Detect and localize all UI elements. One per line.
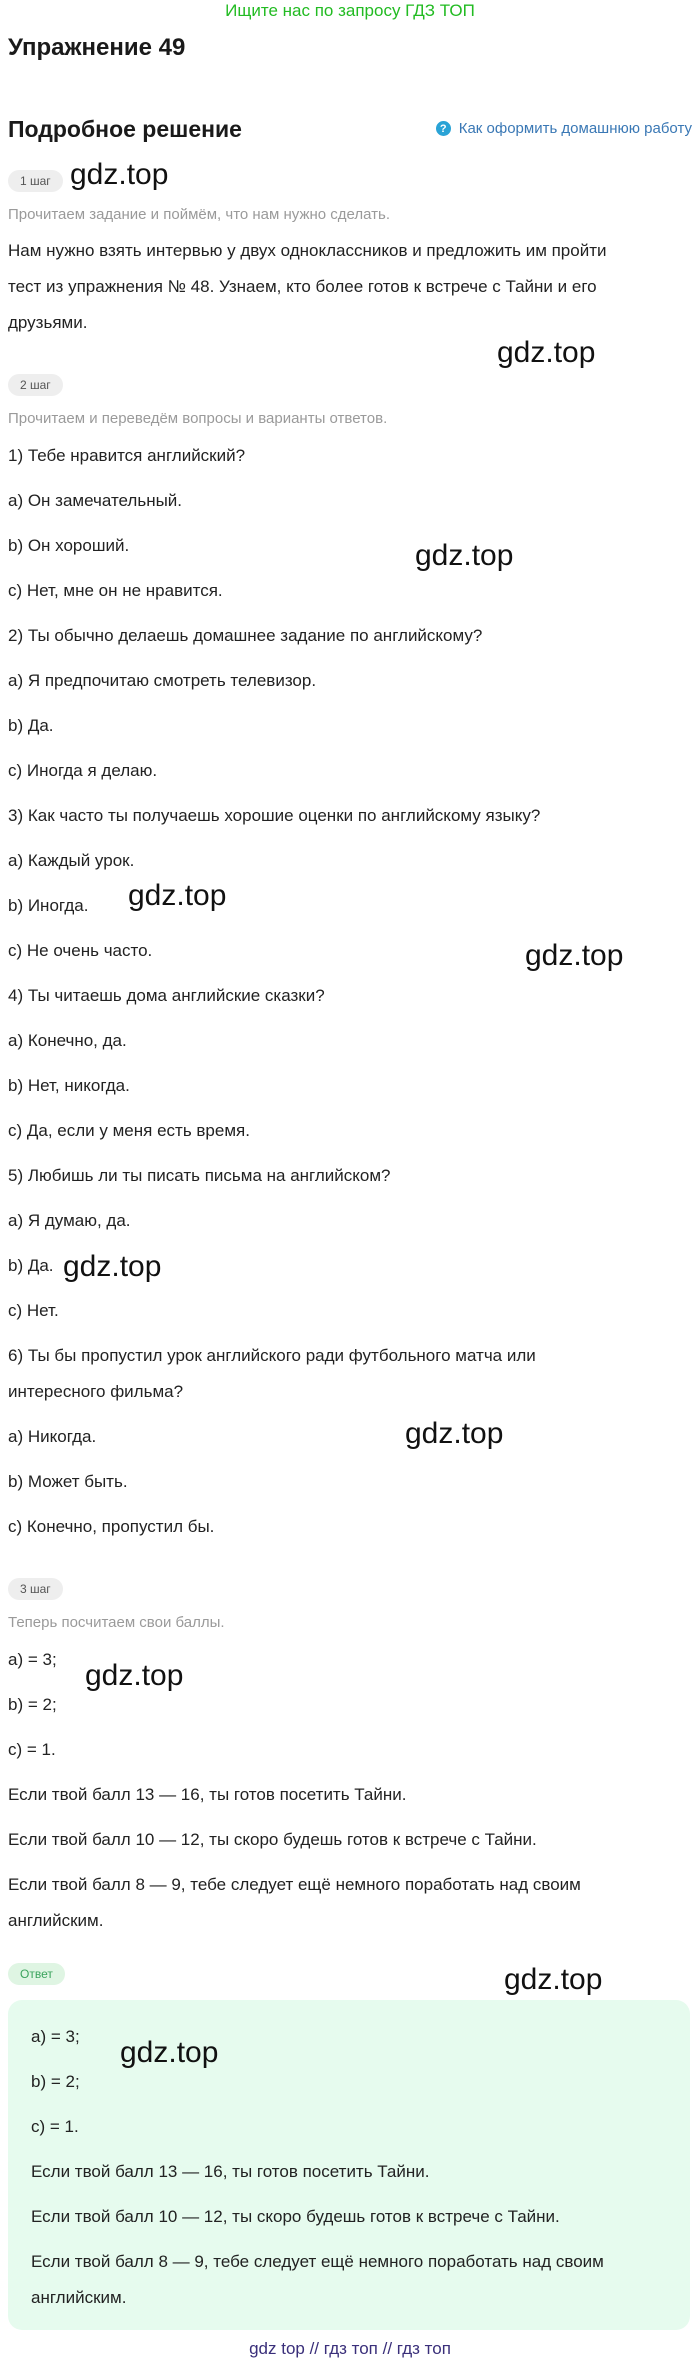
- step-1-badge: 1 шаг: [8, 170, 63, 192]
- question-line: 6) Ты бы пропустил урок английского ради футбольного матча или: [8, 1346, 536, 1365]
- option-line: c) Не очень часто.: [8, 941, 153, 960]
- watermark: gdz.top: [415, 539, 514, 572]
- option-line: a) Я думаю, да.: [8, 1211, 131, 1230]
- option-line: a) Никогда.: [8, 1427, 97, 1446]
- answer-line: Если твой балл 13 — 16, ты готов посетить Тайни.: [31, 2162, 430, 2181]
- answer-badge: Ответ: [8, 1963, 65, 1985]
- question-line: 1) Тебе нравится английский?: [8, 446, 246, 465]
- answer-line: Если твой балл 8 — 9, тебе следует ещё немного поработать над своим: [31, 2252, 604, 2271]
- score-line: b) = 2;: [8, 1695, 57, 1714]
- step-3-note: Теперь посчитаем свои баллы.: [8, 1614, 225, 1631]
- watermark: gdz.top: [405, 1417, 504, 1450]
- question-line: интересного фильма?: [8, 1382, 184, 1401]
- score-line: c) = 1.: [8, 1740, 56, 1759]
- question-line: 2) Ты обычно делаешь домашнее задание по английскому?: [8, 626, 483, 645]
- footer-links[interactable]: gdz top // гдз топ // гдз топ: [249, 2339, 451, 2358]
- option-line: b) Иногда.: [8, 896, 89, 915]
- watermark: gdz.top: [85, 1659, 184, 1692]
- step-2-badge: 2 шаг: [8, 374, 63, 396]
- option-line: a) Я предпочитаю смотреть телевизор.: [8, 671, 317, 690]
- watermark: gdz.top: [70, 158, 169, 191]
- watermark: gdz.top: [120, 2036, 219, 2069]
- result-line: Если твой балл 10 — 12, ты скоро будешь готов к встрече с Тайни.: [8, 1830, 537, 1849]
- score-line: a) = 3;: [8, 1650, 57, 1669]
- answer-line: a) = 3;: [31, 2027, 80, 2046]
- step-2-note: Прочитаем и переведём вопросы и варианты ответов.: [8, 410, 388, 427]
- option-line: c) Нет, мне он не нравится.: [8, 581, 223, 600]
- watermark: gdz.top: [63, 1250, 162, 1283]
- answer-line: c) = 1.: [31, 2117, 79, 2136]
- option-line: a) Конечно, да.: [8, 1031, 127, 1050]
- question-line: 5) Любишь ли ты писать письма на английском?: [8, 1166, 391, 1185]
- watermark: gdz.top: [504, 1963, 603, 1996]
- option-line: c) Иногда я делаю.: [8, 761, 158, 780]
- answer-line: b) = 2;: [31, 2072, 80, 2091]
- option-line: c) Нет.: [8, 1301, 59, 1320]
- option-line: b) Он хороший.: [8, 536, 130, 555]
- step-1-note: Прочитаем задание и поймём, что нам нужно сделать.: [8, 206, 391, 223]
- step-1-line: друзьями.: [8, 313, 88, 332]
- result-line: английским.: [8, 1911, 104, 1930]
- step-1-line: тест из упражнения № 48. Узнаем, кто более готов к встрече с Тайни и его: [8, 277, 597, 296]
- option-line: b) Да.: [8, 1256, 54, 1275]
- answer-line: Если твой балл 10 — 12, ты скоро будешь готов к встрече с Тайни.: [31, 2207, 560, 2226]
- option-line: b) Да.: [8, 716, 54, 735]
- help-link-label: Как оформить домашнюю работу: [458, 120, 692, 137]
- option-line: a) Он замечательный.: [8, 491, 183, 510]
- option-line: b) Нет, никогда.: [8, 1076, 130, 1095]
- step-3-badge: 3 шаг: [8, 1578, 63, 1600]
- watermark: gdz.top: [128, 879, 227, 912]
- watermark: gdz.top: [525, 939, 624, 972]
- option-line: c) Да, если у меня есть время.: [8, 1121, 250, 1140]
- help-link[interactable]: [436, 120, 692, 137]
- watermark: gdz.top: [497, 336, 596, 369]
- option-line: c) Конечно, пропустил бы.: [8, 1517, 215, 1536]
- result-line: Если твой балл 13 — 16, ты готов посетить Тайни.: [8, 1785, 407, 1804]
- option-line: a) Каждый урок.: [8, 851, 135, 870]
- result-line: Если твой балл 8 — 9, тебе следует ещё немного поработать над своим: [8, 1875, 581, 1894]
- answer-line: английским.: [31, 2288, 127, 2307]
- solution-title: Подробное решение: [8, 116, 242, 142]
- question-line: 3) Как часто ты получаешь хорошие оценки по английскому языку?: [8, 806, 541, 825]
- option-line: b) Может быть.: [8, 1472, 128, 1491]
- search-banner[interactable]: Ищите нас по запросу ГДЗ ТОП: [225, 1, 475, 20]
- question-line: 4) Ты читаешь дома английские сказки?: [8, 986, 325, 1005]
- question-icon: ?: [436, 121, 451, 136]
- exercise-title: Упражнение 49: [8, 34, 186, 61]
- step-1-line: Нам нужно взять интервью у двух одноклассников и предложить им пройти: [8, 241, 607, 260]
